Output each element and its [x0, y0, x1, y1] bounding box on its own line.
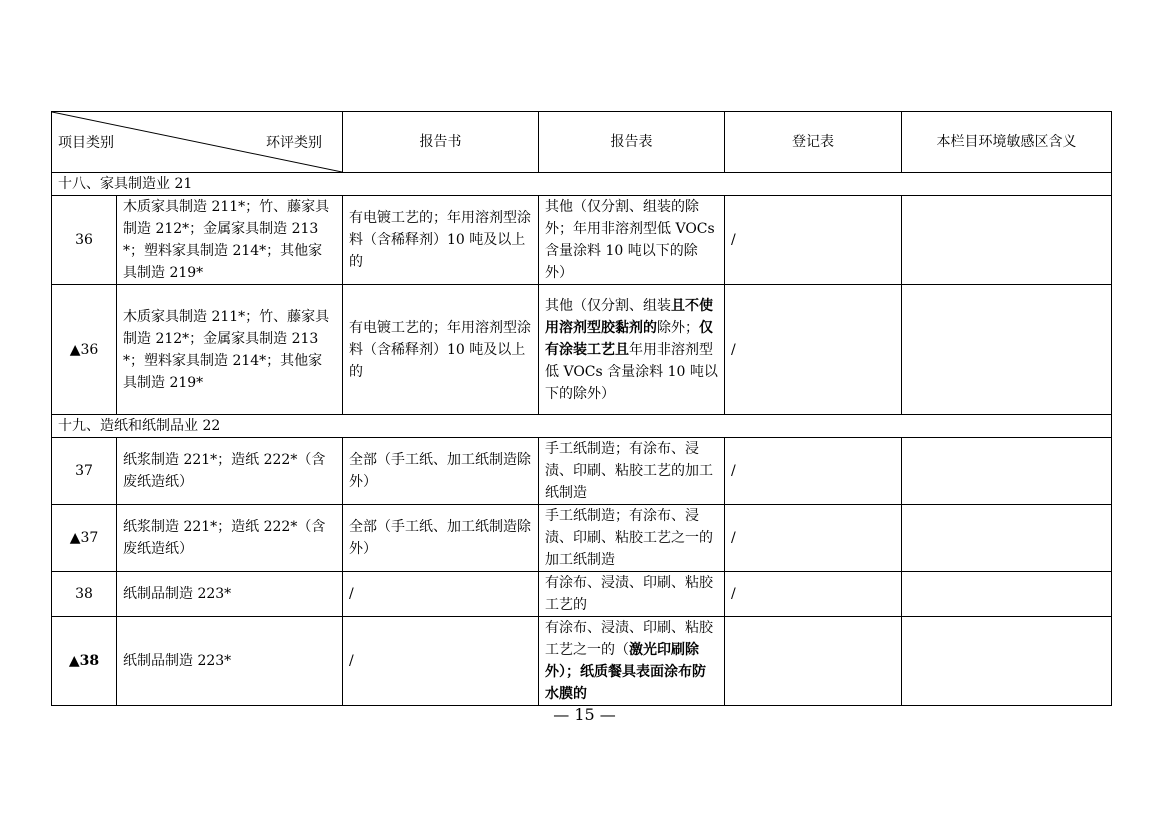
- row-registration: /: [725, 285, 902, 415]
- row-number: ▲36: [52, 285, 117, 415]
- form-text: 有涂布、浸渍、印刷、粘胶工艺之一的（: [545, 620, 713, 658]
- page-number: — 15 —: [553, 705, 616, 724]
- section-title: 十八、家具制造业 21: [52, 173, 1112, 196]
- row-report-book: 有电镀工艺的；年用溶剂型涂料（含稀释剂）10 吨及以上的: [343, 196, 539, 285]
- form-bold-text: 激光印刷除外）；纸质餐具表面涂布防水膜的: [545, 642, 706, 702]
- row-number: 37: [52, 438, 117, 505]
- header-item-category: 项目类别: [58, 135, 114, 151]
- row-report-book: /: [343, 572, 539, 617]
- table-row: [52, 438, 1112, 505]
- header-diagonal-cell: [52, 112, 343, 173]
- header-report-book: 报告书: [343, 112, 539, 173]
- header-registration: 登记表: [725, 112, 902, 173]
- row-number: 38: [52, 572, 117, 617]
- form-bold-text: 且不使用溶剂型胶黏剂的: [545, 297, 713, 336]
- row-report-form: [539, 285, 725, 415]
- row-number: ▲37: [52, 505, 117, 572]
- section-row: [52, 173, 1112, 196]
- row-item: 纸制品制造 223*: [117, 572, 343, 617]
- header-sensitive-area: 本栏目环境敏感区含义: [902, 112, 1112, 173]
- table-row: [52, 617, 1112, 706]
- row-sensitive: [902, 505, 1112, 572]
- row-sensitive: [902, 572, 1112, 617]
- row-item: 纸浆制造 221*；造纸 222*（含废纸造纸）: [117, 438, 343, 505]
- row-report-book: 有电镀工艺的；年用溶剂型涂料（含稀释剂）10 吨及以上的: [343, 285, 539, 415]
- row-registration: /: [725, 438, 902, 505]
- row-report-form: 有涂布、浸渍、印刷、粘胶工艺的: [539, 572, 725, 617]
- row-registration: [725, 617, 902, 706]
- row-report-form: 其他（仅分割、组装的除外；年用非溶剂型低 VOCs 含量涂料 10 吨以下的除外）: [539, 196, 725, 285]
- header-eia-category: 环评类别: [266, 135, 322, 151]
- table-header-row: [52, 112, 1112, 173]
- row-report-book: 全部（手工纸、加工纸制造除外）: [343, 505, 539, 572]
- form-text: 除外；: [657, 319, 699, 336]
- row-sensitive: [902, 285, 1112, 415]
- row-number: ▲38: [52, 617, 117, 706]
- form-text: 其他（仅分割、组装: [545, 297, 671, 314]
- table-row: [52, 196, 1112, 285]
- row-sensitive: [902, 617, 1112, 706]
- row-number: 36: [52, 196, 117, 285]
- row-registration: /: [725, 196, 902, 285]
- form-bold-text: 仅有涂装工艺且: [545, 319, 713, 358]
- table-row: [52, 572, 1112, 617]
- table-row: [52, 505, 1112, 572]
- row-item: 纸浆制造 221*；造纸 222*（含废纸造纸）: [117, 505, 343, 572]
- section-row: [52, 415, 1112, 438]
- section-title: 十九、造纸和纸制品业 22: [52, 415, 1112, 438]
- row-registration: /: [725, 572, 902, 617]
- row-report-book: 全部（手工纸、加工纸制造除外）: [343, 438, 539, 505]
- row-item: 木质家具制造 211*；竹、藤家具制造 212*；金属家具制造 213*；塑料家具制造 214*；其他家具制造 219*: [117, 196, 343, 285]
- row-report-form: [539, 617, 725, 706]
- row-item: 木质家具制造 211*；竹、藤家具制造 212*；金属家具制造 213*；塑料家具制造 214*；其他家具制造 219*: [117, 285, 343, 415]
- header-report-form: 报告表: [539, 112, 725, 173]
- table-row: [52, 285, 1112, 415]
- row-report-book: /: [343, 617, 539, 706]
- classification-table: [51, 111, 1112, 706]
- form-text: 年用非溶剂型低 VOCs 含量涂料 10 吨以下的除外）: [545, 341, 718, 402]
- row-registration: /: [725, 505, 902, 572]
- row-item: 纸制品制造 223*: [117, 617, 343, 706]
- row-sensitive: [902, 438, 1112, 505]
- row-report-form: 手工纸制造；有涂布、浸渍、印刷、粘胶工艺的加工纸制造: [539, 438, 725, 505]
- row-sensitive: [902, 196, 1112, 285]
- row-report-form: 手工纸制造；有涂布、浸渍、印刷、粘胶工艺之一的加工纸制造: [539, 505, 725, 572]
